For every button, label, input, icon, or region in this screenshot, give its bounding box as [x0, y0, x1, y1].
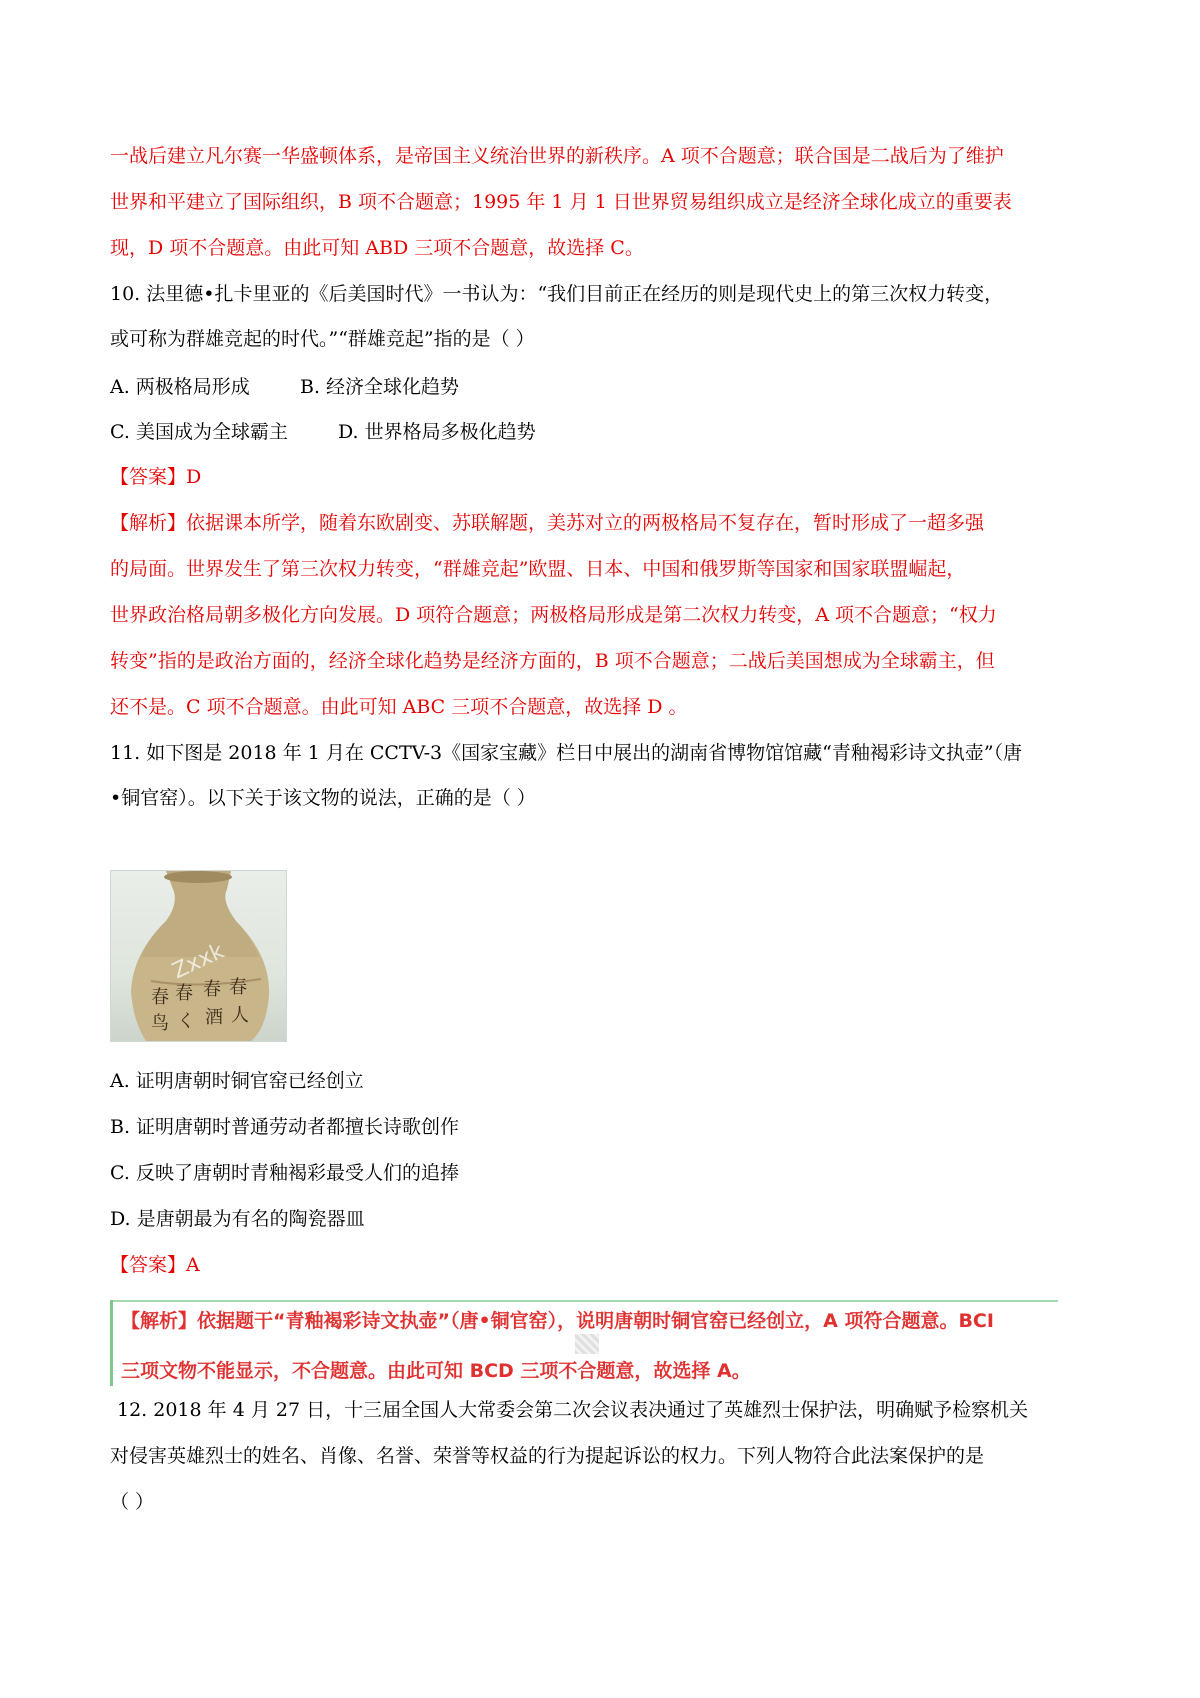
q10-option-b: B. 经济全球化趋势: [300, 376, 460, 398]
q10-option-d: D. 世界格局多极化趋势: [338, 421, 536, 443]
q12-stem-line-3: （ ）: [110, 1491, 155, 1513]
q12-stem-line-2: 对侵害英雄烈士的姓名、肖像、名誉、荣誉等权益的行为提起诉讼的权力。下列人物符合此法案保护的是: [110, 1445, 985, 1467]
q11-explanation-line-1: 【解析】依据题干“青釉褐彩诗文执壶”（唐•铜官窑），说明唐朝时铜官窑已经创立，A 项符合题意。BCI: [121, 1310, 994, 1332]
prev-explanation-line-1: 一战后建立凡尔赛一华盛顿体系，是帝国主义统治世界的新秩序。A 项不合题意；联合国是二战后为了维护: [110, 145, 1004, 167]
q12-stem-line-1: 12. 2018 年 4 月 27 日，十三届全国人大常委会第二次会议表决通过了英雄烈士保护法，明确赋予检察机关: [117, 1399, 1029, 1421]
q10-explanation-line-2: 的局面。世界发生了第三次权力转变，“群雄竞起”欧盟、日本、中国和俄罗斯等国家和国家联盟崛起，: [110, 558, 966, 580]
q11-answer: 【答案】A: [110, 1254, 200, 1276]
svg-text:酒: 酒: [205, 1007, 223, 1028]
q11-stem-line-2: •铜官窑）。以下关于该文物的说法，正确的是（ ）: [110, 787, 536, 809]
watermark-text: Zxxk: [168, 938, 229, 985]
blurred-mark: [575, 1334, 599, 1354]
prev-explanation-line-2: 世界和平建立了国际组织，B 项不合题意；1995 年 1 月 1 日世界贸易组织成立是经济全球化成立的重要表: [110, 191, 1012, 213]
q11-option-a: A. 证明唐朝时铜官窑已经创立: [110, 1070, 364, 1092]
teapot-artifact-image: [110, 870, 287, 1042]
q10-answer: 【答案】D: [110, 466, 202, 488]
svg-text:春: 春: [151, 987, 169, 1008]
q11-option-b: B. 证明唐朝时普通劳动者都擅长诗歌创作: [110, 1116, 460, 1138]
box-top-border: [113, 1300, 1058, 1302]
q10-options-row-2: [110, 418, 710, 446]
svg-text:鸟: 鸟: [151, 1013, 169, 1034]
svg-text:春: 春: [175, 983, 193, 1004]
prev-explanation-line-3: 现，D 项不合题意。由此可知 ABD 三项不合题意，故选择 C。: [110, 237, 644, 259]
q10-explanation-line-4: 转变”指的是政治方面的，经济全球化趋势是经济方面的，B 项不合题意；二战后美国想成为全球霸主，但: [110, 650, 995, 672]
q11-option-c: C. 反映了唐朝时青釉褐彩最受人们的追捧: [110, 1162, 459, 1184]
q10-stem-line-1: 10. 法里德•扎卡里亚的《后美国时代》一书认为：“我们目前正在经历的则是现代史上的第三次权力转变，: [110, 283, 1004, 305]
q10-explanation-line-3: 世界政治格局朝多极化方向发展。D 项符合题意；两极格局形成是第二次权力转变，A 项不合题意；“权力: [110, 604, 997, 626]
q10-explanation-line-5: 还不是。C 项不合题意。由此可知 ABC 三项不合题意，故选择 D 。: [110, 696, 688, 718]
q10-stem-line-2: 或可称为群雄竞起的时代。”“群雄竞起”指的是（ ）: [110, 328, 535, 350]
q11-explanation-box: [110, 1300, 1058, 1386]
svg-text:く: く: [177, 1011, 195, 1032]
svg-text:人: 人: [231, 1005, 249, 1026]
q10-explanation-line-1: 【解析】依据课本所学，随着东欧剧变、苏联解题，美苏对立的两极格局不复存在，暂时形成了一超多强: [110, 512, 985, 534]
q11-stem-line-1: 11. 如下图是 2018 年 1 月在 CCTV-3《国家宝藏》栏日中展出的湖南省博物馆馆藏“青釉褐彩诗文执壶”（唐: [110, 742, 1023, 764]
q10-option-a: A. 两极格局形成: [110, 376, 250, 398]
q10-options-row-1: [110, 373, 710, 401]
q11-option-d: D. 是唐朝最为有名的陶瓷器皿: [110, 1208, 365, 1230]
q10-option-c: C. 美国成为全球霸主: [110, 421, 288, 443]
q11-explanation-line-2: 三项文物不能显示，不合题意。由此可知 BCD 三项不合题意，故选择 A。: [121, 1360, 751, 1382]
svg-text:春: 春: [229, 977, 247, 998]
svg-text:春: 春: [203, 979, 221, 1000]
